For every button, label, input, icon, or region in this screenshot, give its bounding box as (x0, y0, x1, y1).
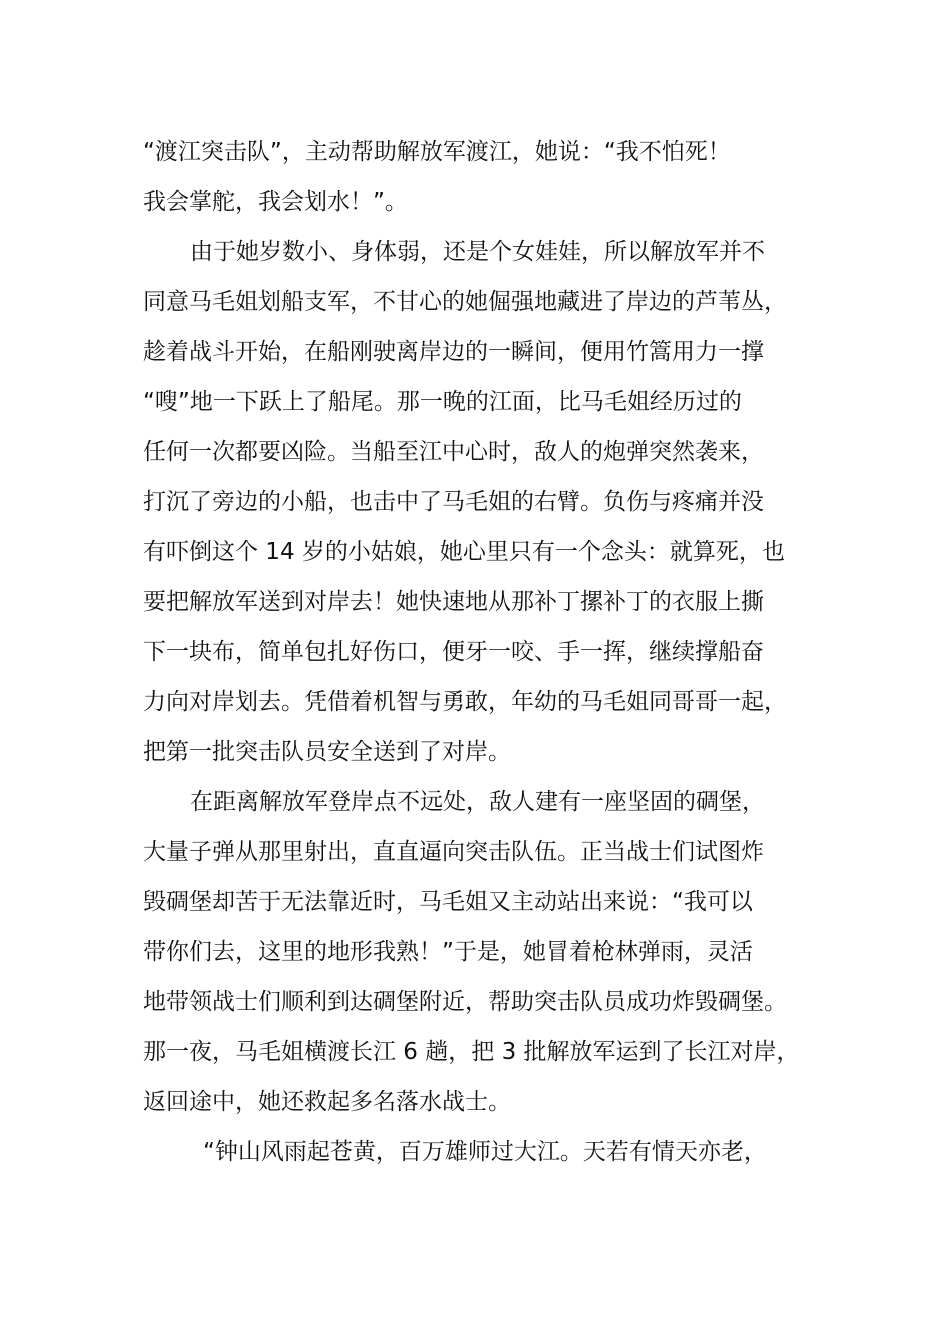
text-line: 返回途中，她还救起多名落水战士。 (143, 1089, 511, 1115)
text-line: 下一块布，简单包扎好伤口，便牙一咬、手一挥，继续撑船奋 (143, 639, 764, 665)
text-line: 有吓倒这个 14 岁的小姑娘，她心里只有一个念头：就算死，也 (143, 539, 785, 565)
text-line: 那一夜，马毛姐横渡长江 6 趟，把 3 批解放军运到了长江对岸， (143, 1039, 800, 1065)
text-line: 任何一次都要凶险。当船至江中心时，敌人的炮弹突然袭来， (143, 439, 764, 465)
text-line: 力向对岸划去。凭借着机智与勇敢，年幼的马毛姐同哥哥一起， (143, 689, 787, 715)
text-line: “钟山风雨起苍黄，百万雄师过大江。天若有情天亦老， (203, 1139, 767, 1165)
paragraph-4 (143, 1127, 807, 1177)
text-line: 由于她岁数小、身体弱，还是个女娃娃，所以解放军并不 (190, 239, 765, 265)
document-body (143, 127, 807, 1177)
paragraph-2 (143, 227, 807, 777)
text-line: 把第一批突击队员安全送到了对岸。 (143, 739, 511, 765)
text-line: 大量子弹从那里射出，直直逼向突击队伍。正当战士们试图炸 (143, 839, 764, 865)
text-line: “渡江突击队”，主动帮助解放军渡江，她说：“我不怕死！ (143, 139, 731, 165)
text-line: 要把解放军送到对岸去！她快速地从那补丁摞补丁的衣服上撕 (143, 589, 764, 615)
text-line: 在距离解放军登岸点不远处，敌人建有一座坚固的碉堡， (190, 789, 765, 815)
text-line: 打沉了旁边的小船，也击中了马毛姐的右臂。负伤与疼痛并没 (143, 489, 764, 515)
text-line: 趁着战斗开始，在船刚驶离岸边的一瞬间，便用竹篙用力一撑 (143, 339, 764, 365)
text-line: “嗖”地一下跃上了船尾。那一晚的江面，比马毛姐经历过的 (143, 389, 742, 415)
text-line: 带你们去，这里的地形我熟！”于是，她冒着枪林弹雨，灵活 (143, 939, 753, 965)
text-line: 毁碉堡却苦于无法靠近时，马毛姐又主动站出来说：“我可以 (143, 889, 753, 915)
text-line: 地带领战士们顺利到达碉堡附近，帮助突击队员成功炸毁碉堡。 (143, 989, 787, 1015)
paragraph-3 (143, 777, 807, 1127)
paragraph-1 (143, 127, 807, 227)
text-line: 同意马毛姐划船支军，不甘心的她倔强地藏进了岸边的芦苇丛， (143, 289, 787, 315)
text-line: 我会掌舵，我会划水！”。 (143, 189, 408, 215)
